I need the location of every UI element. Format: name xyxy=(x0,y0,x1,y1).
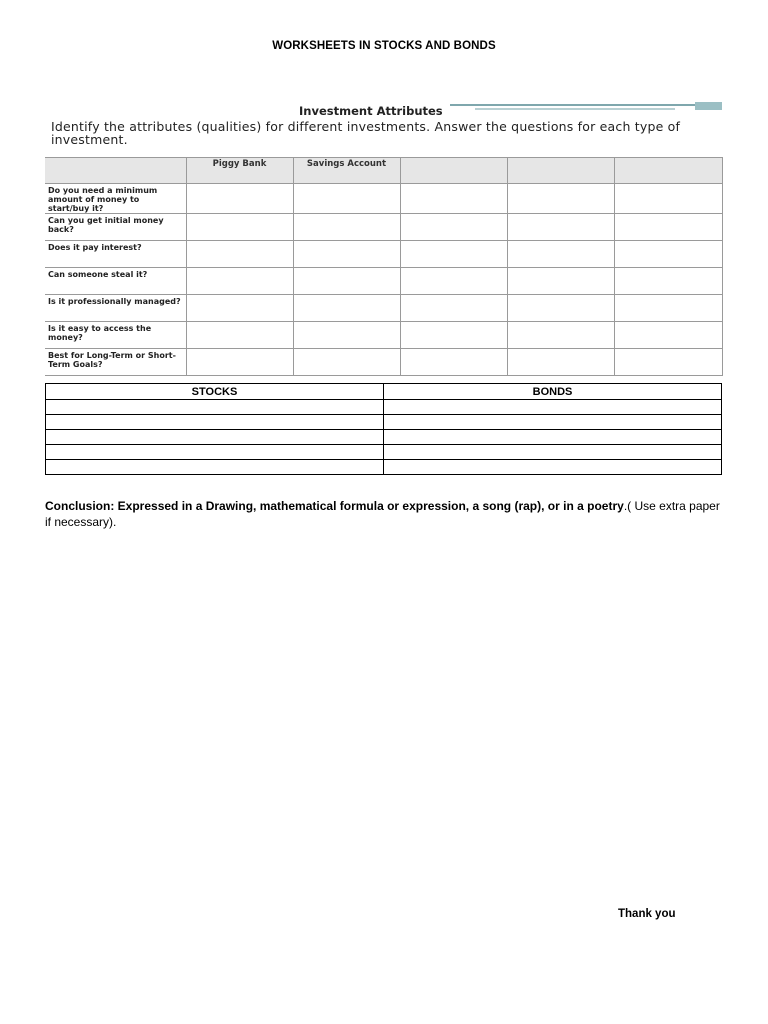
table-row xyxy=(45,241,722,268)
question-label: Is it easy to access the money? xyxy=(45,322,186,349)
bonds-header: BONDS xyxy=(384,384,722,400)
conclusion-rest: .( Use extra paper if necessary). xyxy=(45,499,720,529)
answer-cell[interactable] xyxy=(507,241,614,268)
stocks-bonds-table xyxy=(45,383,722,475)
answer-cell[interactable] xyxy=(614,295,722,322)
answer-cell[interactable] xyxy=(614,322,722,349)
bonds-cell[interactable] xyxy=(384,415,722,430)
table-row xyxy=(45,184,722,214)
answer-cell[interactable] xyxy=(186,184,293,214)
stocks-cell[interactable] xyxy=(46,415,384,430)
stocks-header: STOCKS xyxy=(46,384,384,400)
table-row xyxy=(45,295,722,322)
table-row xyxy=(45,268,722,295)
table-row xyxy=(45,214,722,241)
answer-cell[interactable] xyxy=(293,322,400,349)
decorative-line xyxy=(475,108,675,110)
answer-cell[interactable] xyxy=(186,295,293,322)
investment-attributes-image xyxy=(45,98,722,374)
answer-cell[interactable] xyxy=(293,295,400,322)
answer-cell[interactable] xyxy=(614,268,722,295)
page-title: WORKSHEETS IN STOCKS AND BONDS xyxy=(272,40,496,52)
question-label: Can someone steal it? xyxy=(45,268,186,295)
decorative-line xyxy=(450,104,722,106)
answer-cell[interactable] xyxy=(507,295,614,322)
answer-cell[interactable] xyxy=(293,268,400,295)
closing-text: Thank you xyxy=(618,908,676,920)
answer-cell[interactable] xyxy=(186,241,293,268)
attributes-header-row xyxy=(45,158,722,184)
question-label: Best for Long-Term or Short-Term Goals? xyxy=(45,349,186,376)
answer-cell[interactable] xyxy=(507,268,614,295)
bonds-cell[interactable] xyxy=(384,445,722,460)
question-label: Can you get initial money back? xyxy=(45,214,186,241)
question-label: Does it pay interest? xyxy=(45,241,186,268)
column-header-savings-account: Savings Account xyxy=(293,158,400,184)
answer-cell[interactable] xyxy=(400,268,507,295)
bonds-cell[interactable] xyxy=(384,460,722,475)
stocks-bonds-header-row xyxy=(46,384,722,400)
answer-cell[interactable] xyxy=(507,349,614,376)
answer-cell[interactable] xyxy=(400,349,507,376)
answer-cell[interactable] xyxy=(614,241,722,268)
column-header-piggy-bank: Piggy Bank xyxy=(186,158,293,184)
answer-cell[interactable] xyxy=(400,322,507,349)
table-row xyxy=(46,400,722,415)
answer-cell[interactable] xyxy=(400,184,507,214)
table-row xyxy=(45,349,722,376)
answer-cell[interactable] xyxy=(186,322,293,349)
attributes-table xyxy=(45,157,723,376)
answer-cell[interactable] xyxy=(614,214,722,241)
answer-cell[interactable] xyxy=(186,349,293,376)
decorative-bar xyxy=(695,102,722,110)
answer-cell[interactable] xyxy=(186,214,293,241)
answer-cell[interactable] xyxy=(293,214,400,241)
stocks-cell[interactable] xyxy=(46,460,384,475)
conclusion-bold: Conclusion: Expressed in a Drawing, mathematical formula or expression, a song (rap), or in a poetry xyxy=(45,499,624,513)
answer-cell[interactable] xyxy=(507,214,614,241)
answer-cell[interactable] xyxy=(293,349,400,376)
table-row xyxy=(46,445,722,460)
column-header xyxy=(400,158,507,184)
attributes-heading: Investment Attributes xyxy=(299,104,443,118)
answer-cell[interactable] xyxy=(293,241,400,268)
answer-cell[interactable] xyxy=(614,349,722,376)
stocks-cell[interactable] xyxy=(46,430,384,445)
conclusion-text xyxy=(45,498,725,530)
answer-cell[interactable] xyxy=(400,241,507,268)
answer-cell[interactable] xyxy=(400,295,507,322)
answer-cell[interactable] xyxy=(400,214,507,241)
answer-cell[interactable] xyxy=(614,184,722,214)
table-row xyxy=(46,430,722,445)
attributes-instruction: Identify the attributes (qualities) for different investments. Answer the questions for each type of investment. xyxy=(51,119,681,147)
stocks-cell[interactable] xyxy=(46,400,384,415)
answer-cell[interactable] xyxy=(293,184,400,214)
stocks-cell[interactable] xyxy=(46,445,384,460)
answer-cell[interactable] xyxy=(186,268,293,295)
bonds-cell[interactable] xyxy=(384,430,722,445)
table-row xyxy=(46,415,722,430)
question-label: Is it professionally managed? xyxy=(45,295,186,322)
column-header xyxy=(507,158,614,184)
column-header xyxy=(614,158,722,184)
table-row xyxy=(46,460,722,475)
answer-cell[interactable] xyxy=(507,184,614,214)
question-label: Do you need a minimum amount of money to start/buy it? xyxy=(45,184,186,214)
bonds-cell[interactable] xyxy=(384,400,722,415)
table-row xyxy=(45,322,722,349)
answer-cell[interactable] xyxy=(507,322,614,349)
column-header xyxy=(45,158,186,184)
